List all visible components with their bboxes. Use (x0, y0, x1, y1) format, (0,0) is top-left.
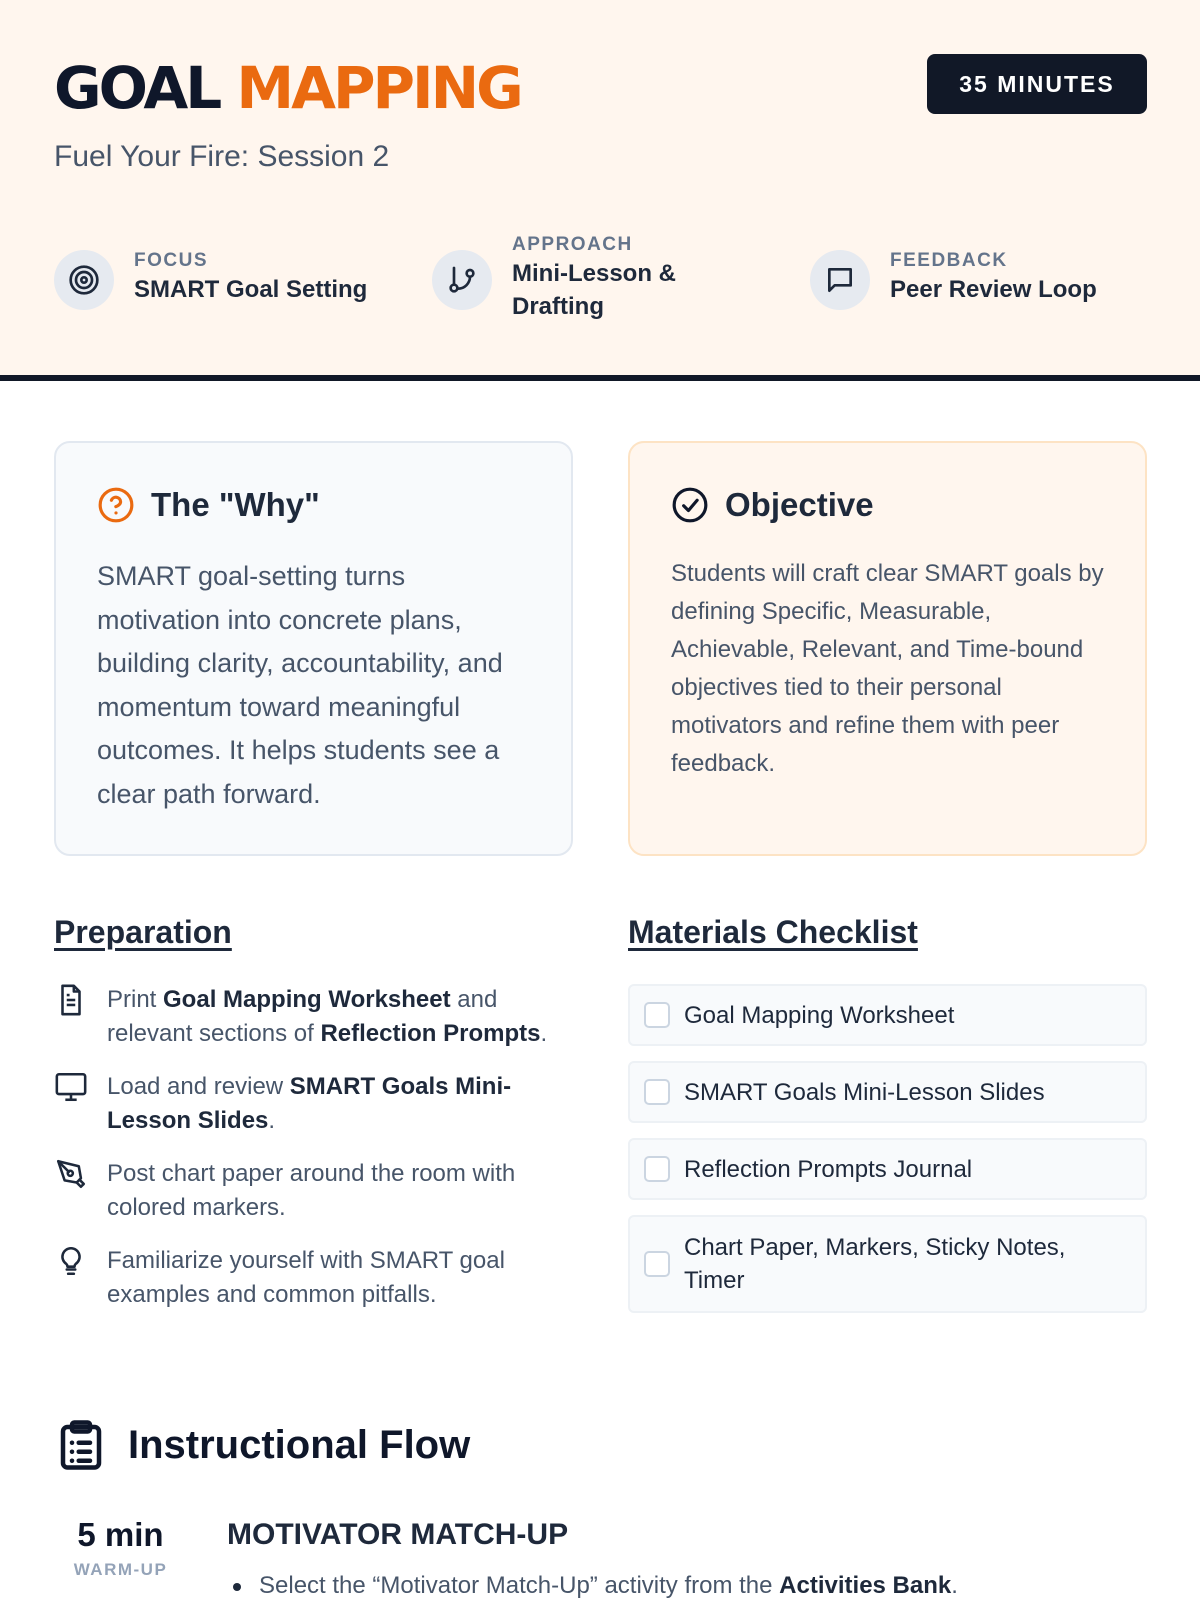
message-square-icon (810, 250, 870, 310)
checklist-item-label: SMART Goals Mini-Lesson Slides (684, 1078, 1045, 1106)
checklist-item[interactable] (628, 1138, 1147, 1200)
checklist-item[interactable] (628, 1061, 1147, 1123)
check-circle-icon (671, 486, 709, 524)
meta-focus (54, 250, 367, 310)
prep-text: Print (107, 986, 164, 1013)
page-subtitle: Fuel Your Fire: Session 2 (54, 140, 390, 173)
page-title-part2: MAPPING (236, 54, 521, 122)
step-time (68, 1515, 173, 1581)
git-branch-icon (432, 250, 492, 310)
list-item (54, 1157, 573, 1225)
target-icon (54, 250, 114, 310)
step-title: MOTIVATOR MATCH-UP (227, 1518, 569, 1551)
step-bullet-bold: Activities Bank (779, 1572, 952, 1599)
prep-text: Load and review (107, 1073, 290, 1100)
instructional-flow-heading (58, 1418, 470, 1472)
duration-badge: 35 MINUTES (927, 54, 1147, 114)
checkbox[interactable] (644, 1251, 670, 1277)
header-banner (0, 0, 1200, 381)
meta-approach-label: APPROACH (512, 234, 633, 255)
why-body: SMART goal-setting turns motivation into concrete plans, building clarity, accountability, and momentum toward meaningful outcomes. It helps students see a clear path forward. (97, 561, 503, 809)
checklist-item-label: Chart Paper, Markers, Sticky Notes, Timer (684, 1234, 1066, 1294)
bullet-dot (233, 1583, 241, 1591)
why-card (54, 441, 573, 856)
page-title-part1: GOAL (54, 54, 220, 122)
meta-focus-label: FOCUS (134, 250, 208, 271)
step-phase: WARM-UP (73, 1560, 168, 1579)
meta-feedback (810, 250, 1097, 310)
meta-approach-value-line2: Drafting (512, 293, 604, 320)
list-item (54, 1070, 573, 1138)
prep-bold: Reflection Prompts (320, 1020, 541, 1047)
step-bullet-text: Select the “Motivator Match-Up” activity from the (259, 1572, 780, 1599)
step-duration: 5 min (77, 1516, 164, 1553)
objective-heading-text: Objective (725, 486, 874, 523)
why-heading-text: The "Why" (151, 486, 320, 523)
meta-approach-value-line1: Mini-Lesson & (512, 260, 677, 287)
step-bullet-end: . (951, 1572, 958, 1599)
prep-bold: Goal Mapping Worksheet (163, 986, 451, 1013)
meta-approach (432, 234, 677, 323)
objective-heading (671, 485, 1104, 525)
file-text-icon (54, 983, 88, 1017)
objective-body: Students will craft clear SMART goals by defining Specific, Measurable, Achievable, Relevant, and Time-bound objectives tied to their personal motivators and refine them with peer feedback. (671, 560, 1104, 777)
prep-text: Familiarize yourself with SMART goal examples and common pitfalls. (107, 1247, 505, 1308)
checklist-item[interactable] (628, 984, 1147, 1046)
checklist-item-label: Goal Mapping Worksheet (684, 1001, 955, 1029)
step-bullet (233, 1569, 958, 1600)
instructional-flow-title: Instructional Flow (128, 1423, 471, 1467)
prep-text: . (540, 1020, 548, 1047)
checkbox[interactable] (644, 1079, 670, 1105)
prep-text: and relevant sections of (107, 986, 498, 1047)
materials-checklist (628, 984, 1147, 1328)
list-item (54, 1244, 573, 1312)
clipboard-list-icon (58, 1418, 104, 1472)
checkbox[interactable] (644, 1002, 670, 1028)
checkbox[interactable] (644, 1156, 670, 1182)
meta-feedback-label: FEEDBACK (890, 250, 1008, 271)
prep-bold: SMART Goals Mini-Lesson Slides (107, 1073, 512, 1134)
preparation-heading: Preparation (54, 914, 232, 950)
pen-tool-icon (54, 1157, 88, 1191)
preparation-list (54, 983, 573, 1331)
monitor-icon (54, 1070, 88, 1104)
materials-heading: Materials Checklist (628, 914, 918, 950)
lightbulb-icon (54, 1244, 88, 1278)
meta-focus-value: SMART Goal Setting (134, 276, 368, 303)
meta-feedback-value: Peer Review Loop (890, 276, 1097, 303)
prep-text: . (268, 1107, 276, 1134)
checklist-item-label: Reflection Prompts Journal (684, 1155, 973, 1183)
checklist-item[interactable] (628, 1215, 1147, 1313)
prep-text: Post chart paper around the room with colored markers. (107, 1160, 516, 1221)
help-circle-icon (97, 486, 135, 524)
why-heading (97, 485, 530, 525)
page-title (54, 56, 521, 120)
list-item (54, 983, 573, 1051)
objective-card (628, 441, 1147, 856)
